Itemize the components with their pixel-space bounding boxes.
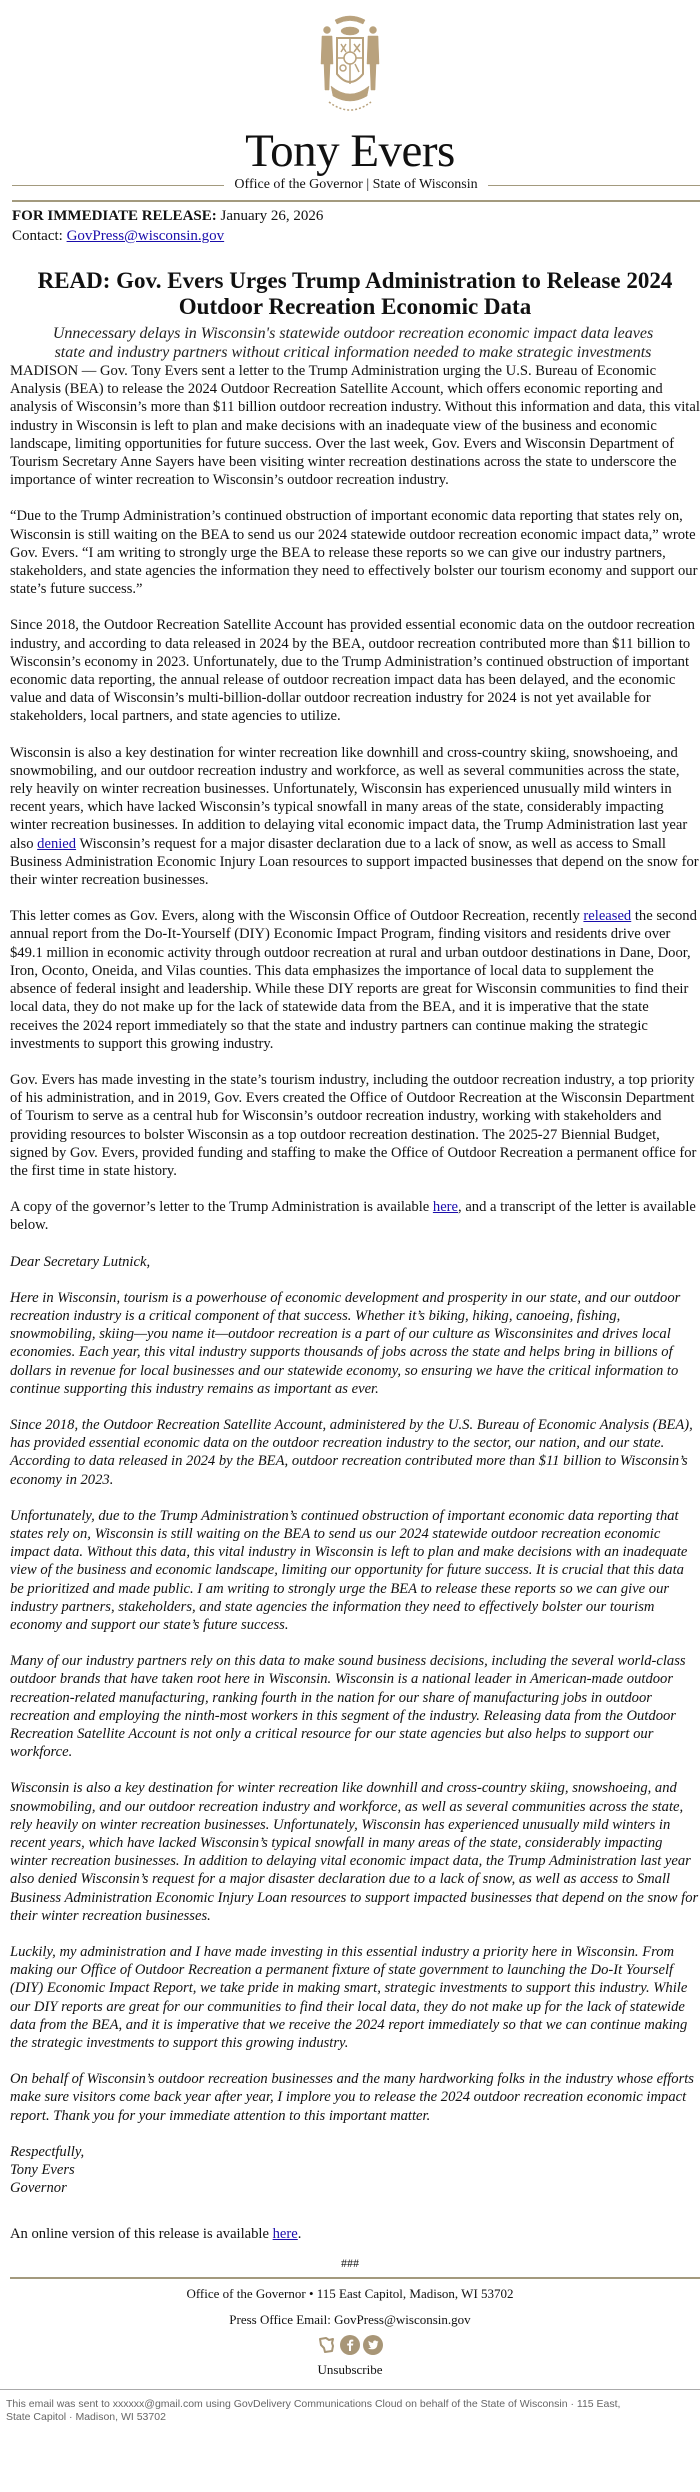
masthead: [0, 0, 700, 202]
closing: Respectfully,: [10, 2143, 85, 2160]
contact-line: [12, 226, 700, 246]
letter-paragraph: Wisconsin is also a key destination for winter recreation like downhill and cross-country skiing, snowshoeing, and snowmobiling, and our outdoor recreation industry and workforce, as well as several communities across the state, rely heavily on winter recreation businesses. Unfortunately, Wisconsin has experienced unusually mild winters in recent years, which have lacked Wisconsin’s typical snowfall in many areas of the state, considerably impacting winter recreation businesses. In addition to delaying vital economic impact data, the Trump Administration last year also denied Wisconsin’s request for a major disaster declaration due to a lack of snow, as well as access to Small Business Administration Economic Injury Loan resources to support impacted businesses that depend on the snow for their winter recreation businesses.: [10, 1780, 699, 1924]
release-date-line: [12, 206, 700, 226]
body-paragraph: Gov. Evers has made investing in the state’s tourism industry, including the outdoor recreation industry, a top priority of his administration, and in 2019, Gov. Evers created the Office of Outdoor Recreation at the Wisconsin Department of Tourism to serve as a central hub for Wisconsin’s outdoor recreation industry, working with stakeholders and providing resources to bolster Wisconsin as a top outdoor recreation destination. The 2025-27 Biennial Budget, signed by Gov. Evers, provided funding and staffing to make the Office of Outdoor Recreation a permanent office for the first time in state history.: [10, 1071, 697, 1179]
signer-title: Governor: [10, 2180, 67, 2197]
subheadline: Unnecessary delays in Wisconsin's statewide outdoor recreation economic impact data leaves state and industry partners without critical information needed to make strategic investments: [52, 325, 654, 361]
letter-paragraph: On behalf of Wisconsin’s outdoor recreation businesses and the many hardworking folks in the industry whose efforts make sure visitors come back year after year, I implore you to release the 2024 outdoor recreation economic impact report. Thank you for your immediate attention to this important matter.: [10, 2071, 694, 2124]
online-version-line: [10, 2225, 700, 2243]
body-paragraph: [10, 744, 700, 890]
release-date: January 26, 2026: [220, 208, 324, 224]
letter-paragraph: Here in Wisconsin, tourism is a powerhouse of economic development and prosperity in our state, and our outdoor recreation industry is a critical component of that success. Whether it’s biking, hiking, canoeing, fishing, snowmobiling, skiing—you name it—outdoor recreation is a part of our culture as Wisconsinites and drives local economies. Each year, this vital industry supports thousands of jobs across the state and helps bring in billions of dollars in revenue for local businesses and our statewide economy, so ensuring we have the critical information to continue supporting this industry remains as important as ever.: [10, 1289, 681, 1397]
office-title: Office of the Governor | State of Wisconsin: [234, 177, 478, 192]
facebook-icon[interactable]: [340, 2335, 360, 2355]
text: Wisconsin’s request for a major disaster declaration due to a lack of snow, as well as access to Small Business Administration Economic Injury Loan resources to support impacted businesses that depend on the snow for their winter recreation businesses.: [10, 835, 699, 889]
delivery-note: This email was sent to xxxxxx@gmail.com using GovDelivery Communications Cloud on behalf of the State of Wisconsin · 115 East, State Capitol · Madison, WI 53702: [6, 2397, 621, 2423]
text: Wisconsin is also a key destination for winter recreation like downhill and cross-country skiing, snowshoeing, and snowmobiling, and our outdoor recreation industry and workforce, as well as several communities across the state, rely heavily on winter recreation businesses. Unfortunately, Wisconsin has experienced unusually mild winters in recent years, which have lacked Wisconsin’s typical snowfall in many areas of the state, considerably impacting winter recreation businesses. In addition to delaying vital economic impact data, the Trump Administration last year also: [10, 744, 688, 852]
released-link[interactable]: released: [583, 908, 632, 925]
contact-label: Contact:: [12, 228, 63, 244]
contact-email-link[interactable]: GovPress@wisconsin.gov: [66, 228, 225, 244]
twitter-icon[interactable]: [363, 2335, 383, 2355]
footer: [0, 2279, 700, 2383]
unsubscribe-link[interactable]: Unsubscribe: [317, 2361, 383, 2377]
press-email: Press Office Email: GovPress@wisconsin.gov: [229, 2311, 471, 2327]
body-paragraph: Since 2018, the Outdoor Recreation Satellite Account has provided essential economic data on the outdoor recreation industry, and according to data released in 2024 by the BEA, outdoor recreation contributed more than $11 billion to Wisconsin’s economy in 2023. Unfortunately, due to the Trump Administration’s continued obstruction of important economic data reporting, the annual release of outdoor recreation impact data has been delayed, and the economic value and data of Wisconsin’s multi-billion-dollar outdoor recreation industry for 2024 is not yet available for stakeholders, local partners, and state agencies to utilize.: [10, 617, 695, 725]
page-title: READ: Gov. Evers Urges Trump Administration to Release 2024 Outdoor Recreation Economic Data: [37, 268, 673, 319]
letter-paragraph: Since 2018, the Outdoor Recreation Satellite Account, administered by the U.S. Bureau of Economic Analysis (BEA), has provided essential economic data on the outdoor recreation industry to the sector, our nation, and our state. According to data released in 2024 by the BEA, outdoor recreation contributed more than $11 billion to Wisconsin’s economy in 2023.: [10, 1416, 693, 1488]
text: An online version of this release is available: [10, 2226, 273, 2243]
office-address: Office of the Governor • 115 East Capitol, Madison, WI 53702: [186, 2285, 514, 2301]
letter-signature: [10, 2143, 700, 2198]
divider: [488, 185, 700, 186]
letter-paragraph: Many of our industry partners rely on this data to make sound business decisions, including the several world-class outdoor brands that have taken root here in Wisconsin. Wisconsin is a national leader in American-made outdoor recreation-related manufacturing, ranking fourth in the nation for our share of manufacturing jobs in outdoor recreation and employing the ninth-most workers in this segment of the industry. Releasing data from the Outdoor Recreation Satellite Account is not only a critical resource for our state agencies but also helps to support our workforce.: [10, 1653, 686, 1761]
wisconsin-state-seal-icon: [313, 6, 387, 124]
denied-link[interactable]: denied: [37, 835, 77, 852]
text: A copy of the governor’s letter to the Trump Administration is available: [10, 1199, 433, 1216]
body-paragraph: MADISON — Gov. Tony Evers sent a letter to the Trump Administration urging the U.S. Bureau of Economic Analysis (BEA) to release the 2024 Outdoor Recreation Satellite Account, which offers economic reporting and analysis of Wisconsin’s more than $11 billion outdoor recreation industry. Without this information and data, this vital industry in Wisconsin is left to plan and make decisions with an inadequate view of the business and economic landscape, limiting opportunities for future success. Over the last week, Gov. Evers and Wisconsin Department of Tourism Secretary Anne Sayers have been visiting winter recreation destinations across the state to underscore the importance of winter recreation to Wisconsin’s outdoor recreation industry.: [10, 363, 700, 489]
divider: [12, 185, 224, 186]
body-paragraph: “Due to the Trump Administration’s continued obstruction of important economic data reporting that states rely on, Wisconsin is still waiting on the BEA to send us our 2024 statewide outdoor recreation economic impact data,” wrote Gov. Evers. “I am writing to strongly urge the BEA to release these reports so we can give our industry partners, stakeholders, and state agencies the information they need to effectively bolster our tourism economy and support our state’s future success.”: [10, 508, 698, 598]
release-body: [0, 362, 700, 2244]
body-paragraph: [10, 907, 700, 1053]
social-links: [0, 2335, 700, 2355]
text: This letter comes as Gov. Evers, along with the Wisconsin Office of Outdoor Recreation, recently: [10, 908, 584, 925]
letter-transcript: [10, 1253, 700, 2198]
letter-paragraph: Unfortunately, due to the Trump Administration’s continued obstruction of important economic data reporting that states rely on, Wisconsin is still waiting on the BEA to send us our 2024 statewide outdoor recreation economic impact data. Without this data, this vital industry in Wisconsin is left to plan and make decisions with an inadequate view of the business and economic landscape, limiting our opportunity for future success. It is crucial that this data be prioritized and made public. I am writing to strongly urge the BEA to release these reports so we can give our industry partners, stakeholders, and state agencies the information they need to effectively bolster our tourism economy and support our state’s future success.: [10, 1507, 688, 1633]
office-line: [12, 176, 700, 194]
body-paragraph: [10, 1198, 700, 1234]
signer-name: Tony Evers: [10, 2162, 75, 2179]
text: .: [297, 2226, 302, 2243]
wisconsin-state-icon[interactable]: [317, 2335, 337, 2355]
letter-paragraph: Luckily, my administration and I have made investing in this essential industry a priority here in Wisconsin. From making our Office of Outdoor Recreation a permanent fixture of state government to launching the Do-It Yourself (DIY) Economic Impact Report, we take pride in making smart, strategic investments to support this industry. While our DIY reports are great for our communities to find their local data, they do not make up for the lack of statewide data from the BEA, and it is imperative that we receive the 2024 report immediately so that we can continue making the strategic investments to support this growing industry.: [10, 1944, 688, 2052]
text: the second annual report from the Do-It-Yourself (DIY) Economic Impact Program, finding visitors and residents drive over $49.1 million in economic activity through outdoor recreation at rural and urban outdoor destinations in Dane, Door, Iron, Oconto, Oneida, and Vilas counties. This data emphasizes the importance of local data to supplement the absence of federal insight and leadership. While these DIY reports are great for Wisconsin communities to find their local data, they do not make up for the lack of statewide data from the BEA, and it is imperative that the state receives the 2024 report immediately so that the state and industry partners can continue making the strategic investments to support this growing industry.: [10, 908, 697, 1052]
governor-name: Tony Evers: [245, 125, 455, 177]
text: , and a transcript of the letter is available below.: [10, 1199, 696, 1234]
letter-copy-link[interactable]: here: [432, 1199, 459, 1216]
letter-salutation: Dear Secretary Lutnick,: [10, 1253, 151, 1270]
release-meta: [0, 202, 700, 246]
release-label: FOR IMMEDIATE RELEASE:: [12, 208, 217, 224]
online-version-link[interactable]: here: [272, 2226, 298, 2243]
end-mark: ###: [341, 2255, 359, 2270]
